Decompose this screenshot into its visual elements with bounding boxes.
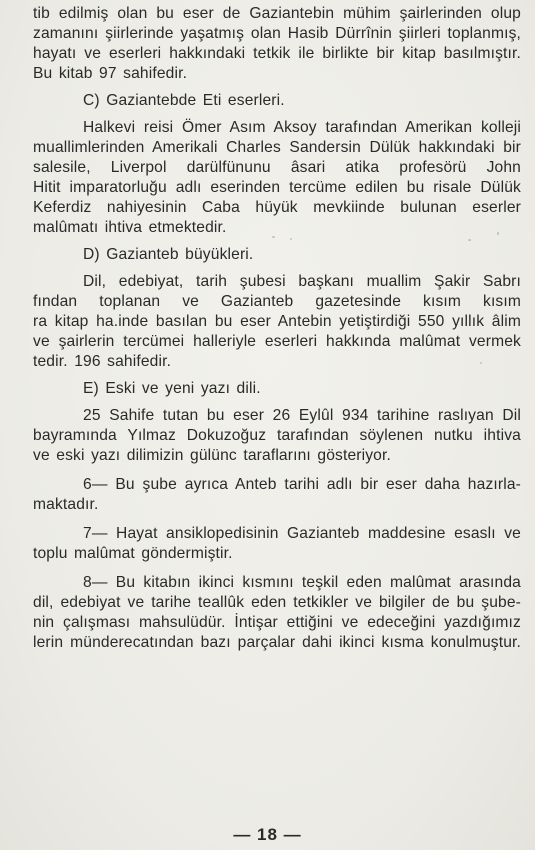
text-line: dil, edebiyat ve tarihe teallûk eden tetkikler ve bilgiler de bu şube-: [33, 594, 521, 611]
paragraph-gap: [33, 84, 521, 91]
paragraph-gap: [33, 265, 521, 272]
text-line: nin çalışması mahsulüdür. İntişar ettiğini ve edeceğini yazdığımız: [33, 614, 521, 631]
text-line: D) Gazianteb büyükleri.: [83, 246, 254, 263]
text-line: Hitit imparatorluğu adlı eserinden tercüme edilen bu risale Dülük: [33, 179, 521, 196]
text-line: Halkevi reisi Ömer Asım Aksoy tarafından Amerikan kolleji: [83, 119, 521, 136]
text-line: Keferdiz nahiyesinin Caba hüyük mevkiinde bulunan eserler: [33, 199, 521, 216]
text-line: ve şairlerin tercümei halleriyle eserleri hakkında malûmat vermek: [33, 333, 521, 350]
text-line: E) Eski ve yeni yazı dili.: [83, 380, 261, 397]
print-speckle: [290, 238, 292, 240]
text-line: zamanını şiirlerinde yaşatmış olan Hasib Dürrînin şiirleri toplanmış,: [33, 25, 521, 42]
paragraph-gap: [33, 238, 521, 245]
text-line: malûmatı ihtiva etmektedir.: [33, 219, 227, 236]
text-line: Bu kitab 97 sahifedir.: [33, 65, 188, 82]
text-line: 6— Bu şube ayrıca Anteb tarihi adlı bir eser daha hazırla-: [83, 476, 521, 493]
text-line: toplu malûmat göndermiştir.: [33, 545, 233, 562]
text-line: 25 Sahife tutan bu eser 26 Eylûl 934 tarihine raslıyan Dil: [83, 407, 521, 424]
paragraph-gap: [33, 111, 521, 118]
body-text: [33, 4, 521, 653]
text-line: Dil, edebiyat, tarih şubesi başkanı muallim Şakir Sabrı: [83, 273, 521, 290]
text-line: 8— Bu kitabın ikinci kısmını teşkil eden malûmat arasında: [83, 574, 521, 591]
paragraph-gap: [33, 515, 521, 524]
paragraph-gap: [33, 372, 521, 379]
paragraph-gap: [33, 399, 521, 406]
text-line: salesile, Liverpol darülfünunu âsari atika profesörü John: [33, 159, 521, 176]
text-line: bayramında Yılmaz Dokuzoğuz tarafından söylenen nutku ihtiva: [33, 427, 521, 444]
text-line: lerin münderecatından bazı parçalar dahi ikinci kısma konulmuştur.: [33, 634, 521, 651]
page-number: — 18 —: [233, 825, 302, 844]
text-line: ve eski yazı dilimizin gülünc taraflarını gösteriyor.: [33, 447, 391, 464]
print-speckle: [480, 362, 482, 364]
text-line: tib edilmiş olan bu eser de Gaziantebin mühim şairlerinden olup: [33, 5, 521, 22]
text-line: C) Gaziantebde Eti eserleri.: [83, 92, 285, 109]
paragraph-gap: [33, 466, 521, 475]
paragraph-gap: [33, 564, 521, 573]
print-speckle: [497, 232, 499, 235]
text-line: tedir. 196 sahifedir.: [33, 353, 172, 370]
text-line: fından toplanan ve Gazianteb gazetesinde kısım kısım: [33, 293, 521, 310]
text-line: hayatı ve eserleri hakkındaki tetkik ile birlikte bir kitap basılmıştır.: [33, 45, 521, 62]
text-line: 7— Hayat ansiklopedisinin Gazianteb maddesine esaslı ve: [83, 525, 521, 542]
text-line: ra kitap ha.inde basılan bu eser Antebin yetiştirdiği 550 yıllık âlim: [33, 313, 521, 330]
print-speckle: [468, 239, 471, 241]
text-line: maktadır.: [33, 496, 99, 513]
print-speckle: [272, 236, 275, 238]
text-line: muallimlerinden Amerikali Charles Sandersin Dülük hakkındaki bir: [33, 139, 521, 156]
